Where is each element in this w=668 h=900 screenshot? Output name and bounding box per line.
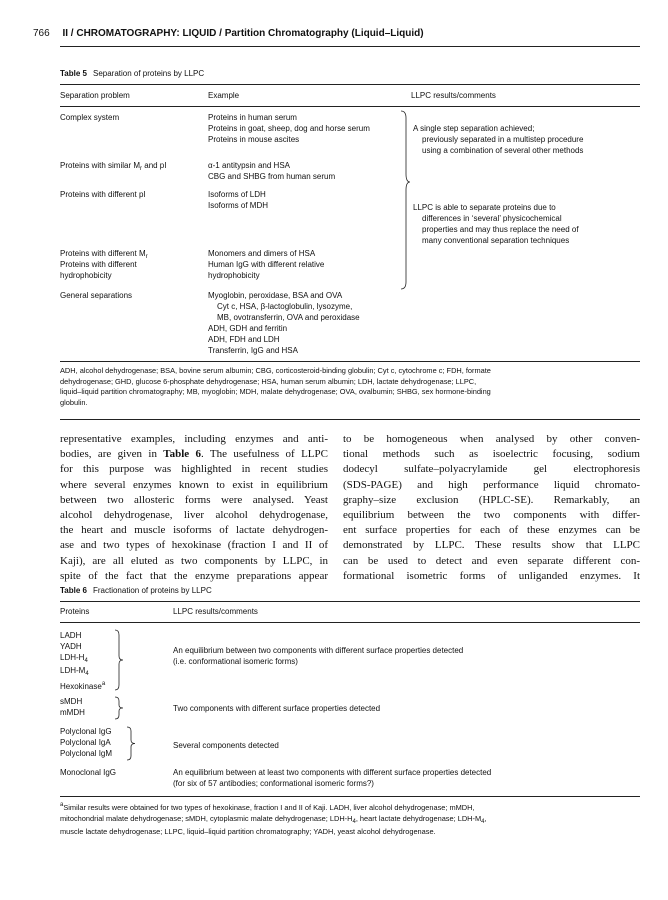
table5-caption <box>60 69 204 78</box>
example: hydrophobicity <box>208 271 260 280</box>
table5-label: Table 5 <box>60 69 87 78</box>
protein-item: mMDH <box>60 708 85 717</box>
table6-caption <box>60 586 212 595</box>
table6-footnote: $^a$Similar results were obtained for two types of hexokinase, fraction I and II of Kaji. LADH, liver alcohol dehydrogenase; mMDH, mitochondrial malate dehydrogenase; sMDH, cytoplasmic malate dehydrogenase; LDH-$H_4$, heart lactate dehydrogenase; LDH-$M_4$, muscle lactate dehydrogenase; LLPC, liquid–liquid partition chromatography; YADH, yeast alcohol dehydrogenase. <box>60 802 487 837</box>
problem-diff-hyd-1: Proteins with different <box>60 260 137 269</box>
protein-item: Monoclonal IgG <box>60 768 117 777</box>
body-right-column: to be homogeneous when analysed by other conven- tional methods such as isoelectric focusing, sodium dodecyl sulfate–polyacrylamide gel electrophoresis (SDS-PAGE) and high performance liquid chromato- graphy–size exclusion (HPLC-SE). Remarkably, an equilibrium between the two components with differ- ent surface properties for each of these enzymes can be demonstrated by LLPC. These results show that LLPC can be used to detect and even separate different con- formational isometric forms of unliganded enzymes. It <box>343 433 640 582</box>
example: ADH, GDH and ferritin <box>208 324 288 333</box>
table5-footnote: ADH, alcohol dehydrogenase; BSA, bovine serum albumin; CBG, corticosteroid-binding globulin; Cyt c, cytochrome c; FDH, formate dehydrogenase; GHD, glucose 6-phosphate dehydrogenase; HSA, human serum albumin; LDH, lactate dehydrogenase; LLPC, liquid–liquid partition chromatography; MB, myoglobin; MDH, malate dehydrogenase; OVA, ovalbumin; SHBG, sex hormone-binding globulin. <box>60 366 491 407</box>
section-title: II / CHROMATOGRAPHY: LIQUID / <box>62 28 222 39</box>
protein-item: sMDH <box>60 697 83 706</box>
problem-complex: Complex system <box>60 113 120 122</box>
group4-comment: An equilibrium between at least two components with different surface properties detected <box>173 768 492 777</box>
table5-header-rule <box>60 106 640 107</box>
protein-item: Polyclonal IgM <box>60 749 113 758</box>
table5-bottom-rule <box>60 361 640 362</box>
group1-brace <box>114 629 124 691</box>
group4-comment: (for six of 57 antibodies; conformational isomeric forms?) <box>173 779 374 788</box>
table5-caption-text: Separation of proteins by LLPC <box>92 69 205 78</box>
protein-item: Polyclonal IgG <box>60 727 112 736</box>
table5-brace <box>400 110 412 290</box>
group3-brace <box>126 726 136 761</box>
header-rule <box>60 46 640 47</box>
group1-comment: (i.e. conformational isomeric forms) <box>173 657 298 666</box>
body-left-column: representative examples, including enzymes and anti- bodies, are given in Table 6. The usefulness of LLPC for this purpose was highlighted in recent studies where several enzymes known to exist in equilibrium between two allosteric forms were analysed. Yeast alcohol dehydrogenase, liver alcohol dehydrogenase, the heart and muscle isoforms of lactate dehydrogen- ase and two types of hexokinase (fraction I and II of Kaji), are all eluted as two components by LLPC, in spite of the fact that the enzyme preparations appear <box>60 433 328 582</box>
example: ADH, FDH and LDH <box>208 335 280 344</box>
table6-top-rule <box>60 601 640 602</box>
protein-item: LDH-$H_4$ <box>60 653 88 664</box>
subsection-title: Partition Chromatography (Liquid–Liquid) <box>221 28 424 39</box>
table6-header-rule <box>60 622 640 623</box>
comment: many conventional separation techniques <box>422 236 570 245</box>
comment: properties and may thus replace the need of <box>422 225 579 234</box>
comment: previously separated in a multistep procedure <box>422 135 584 144</box>
protein-item: Hexokinase$^a$ <box>60 681 106 691</box>
example: Transferrin, IgG and HSA <box>208 346 298 355</box>
example: Proteins in goat, sheep, dog and horse serum <box>208 124 370 133</box>
example: Human IgG with different relative <box>208 260 325 269</box>
table6-bottom-rule <box>60 796 640 797</box>
example: Monomers and dimers of HSA <box>208 249 316 258</box>
problem-similar: Proteins with similar $M_r$ and pI <box>60 161 167 172</box>
protein-item: YADH <box>60 642 82 651</box>
comment: differences in ‘several’ physicochemical <box>422 214 562 223</box>
example: Isoforms of LDH <box>208 190 266 199</box>
example: MB, ovotransferrin, OVA and peroxidase <box>217 313 360 322</box>
group1-comment: An equilibrium between two components with different surface properties detected <box>173 646 464 655</box>
protein-item: LDH-$M_4$ <box>60 666 89 677</box>
example: Cyt c, HSA, β-lactoglobulin, lysozyme, <box>217 302 353 311</box>
table6-caption-text: Fractionation of proteins by LLPC <box>92 586 212 595</box>
comment: LLPC is able to separate proteins due to <box>413 203 556 212</box>
table5-header-example: Example <box>208 91 240 100</box>
table6-ref: Table 6 <box>163 448 202 461</box>
example: Proteins in mouse ascites <box>208 135 300 144</box>
example: Myoglobin, peroxidase, BSA and OVA <box>208 291 343 300</box>
problem-diff-pi: Proteins with different pI <box>60 190 146 199</box>
running-header <box>33 28 424 39</box>
table6-header-proteins: Proteins <box>60 607 90 616</box>
group2-brace <box>114 696 124 720</box>
table5-top-rule <box>60 84 640 85</box>
comment: using a combination of several other methods <box>422 146 584 155</box>
problem-diff-hyd-2: hydrophobicity <box>60 271 112 280</box>
example: Proteins in human serum <box>208 113 297 122</box>
group2-comment: Two components with different surface properties detected <box>173 704 381 713</box>
page-number: 766 <box>33 28 50 39</box>
example: CBG and SHBG from human serum <box>208 172 336 181</box>
table6-header-comments: LLPC results/comments <box>173 607 258 616</box>
table6-label: Table 6 <box>60 586 87 595</box>
group3-comment: Several components detected <box>173 741 279 750</box>
table5-end-rule <box>60 419 640 420</box>
protein-item: Polyclonal IgA <box>60 738 111 747</box>
problem-general: General separations <box>60 291 133 300</box>
table5-header-problem: Separation problem <box>60 91 130 100</box>
comment: A single step separation achieved; <box>413 124 535 133</box>
protein-item: LADH <box>60 631 82 640</box>
table5-header-comments: LLPC results/comments <box>411 91 496 100</box>
example: Isoforms of MDH <box>208 201 269 210</box>
problem-diff-m: Proteins with different $M_r$ <box>60 249 148 260</box>
example: α-1 antitypsin and HSA <box>208 161 290 170</box>
